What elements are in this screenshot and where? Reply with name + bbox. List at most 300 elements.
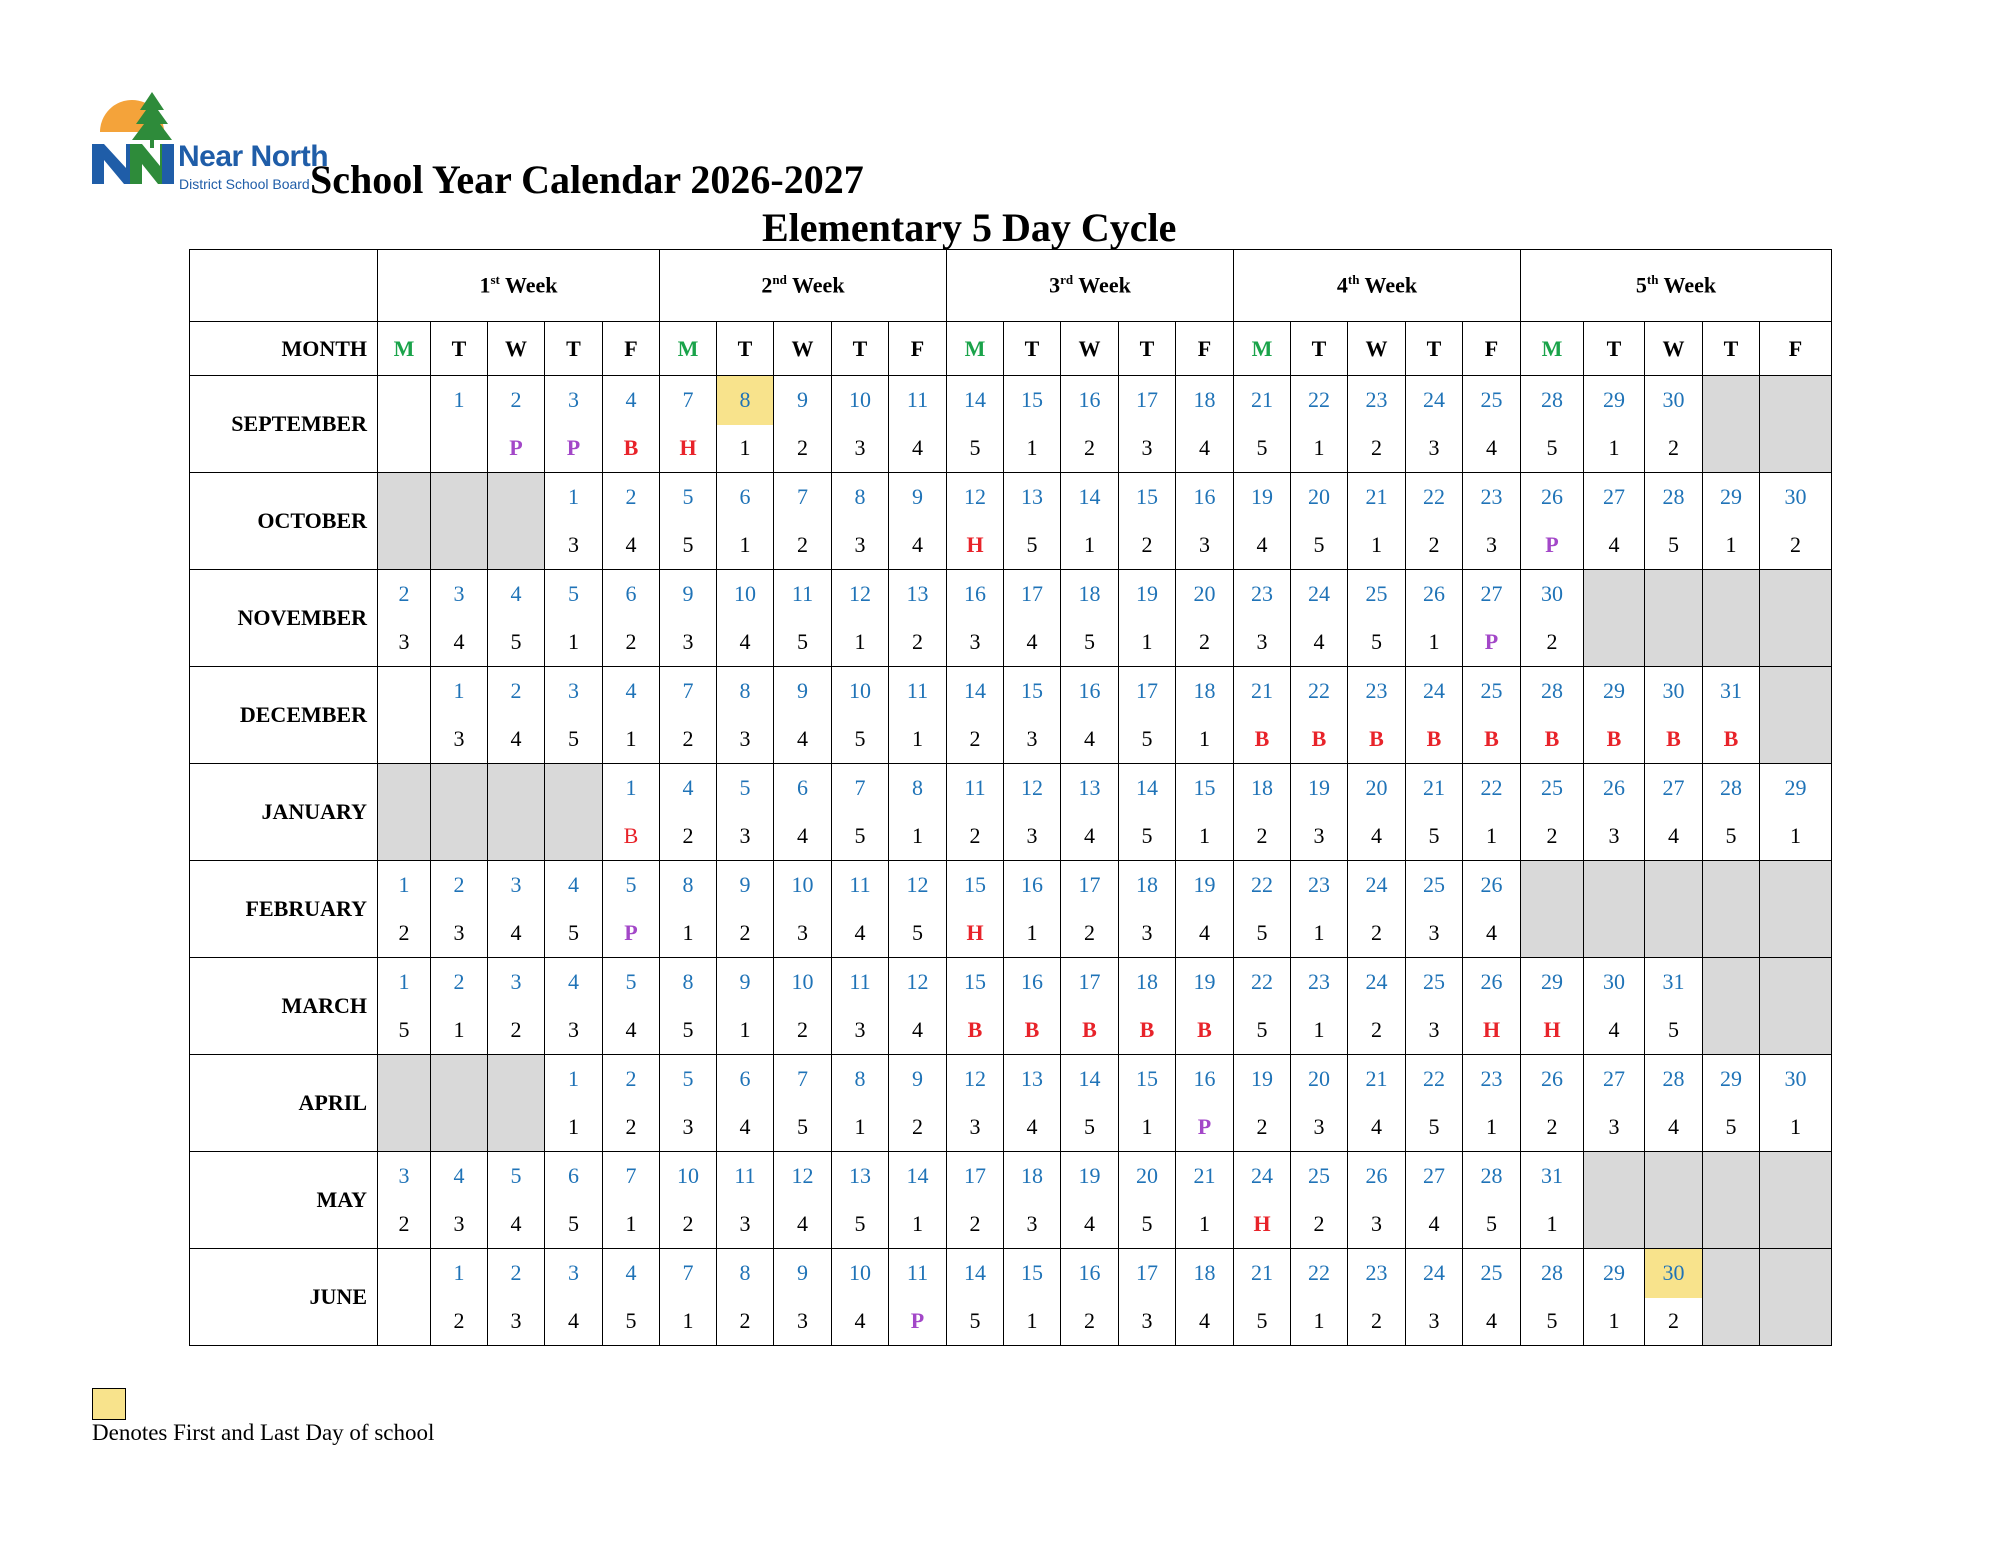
date-cell: 11 — [832, 861, 889, 910]
cycle-day-cell: 5 — [660, 522, 717, 570]
week-ordinal: rd — [1060, 272, 1074, 288]
day-header: F — [1176, 322, 1234, 376]
cycle-day-cell: 5 — [1703, 1104, 1760, 1152]
date-cell: 1 — [545, 473, 603, 522]
cycle-day-cell: 5 — [545, 716, 603, 764]
cycle-day-cell: 1 — [1406, 619, 1463, 667]
date-cell: 7 — [832, 764, 889, 813]
cycle-day-cell: 4 — [889, 425, 947, 473]
date-cell: 30 — [1521, 570, 1584, 619]
date-cell: 2 — [603, 473, 660, 522]
date-cell: 6 — [774, 764, 832, 813]
cycle-day-cell: 3 — [1584, 813, 1645, 861]
month-label: NOVEMBER — [190, 570, 378, 667]
day-code-cell: B — [1645, 716, 1703, 764]
cycle-day-cell: 4 — [1463, 425, 1521, 473]
date-cell: 23 — [1463, 473, 1521, 522]
date-cell: 15 — [1119, 1055, 1176, 1104]
date-cell: 22 — [1234, 958, 1291, 1007]
week-ordinal: th — [1347, 272, 1360, 288]
no-school-cell — [1760, 861, 1832, 958]
cycle-day-cell: 2 — [1291, 1201, 1348, 1249]
cycle-day-cell: 5 — [889, 910, 947, 958]
no-school-cell — [431, 473, 488, 570]
week-header-4 — [1234, 250, 1521, 322]
date-cell: 18 — [1176, 667, 1234, 716]
month-label: APRIL — [190, 1055, 378, 1152]
cycle-day-cell: 5 — [832, 813, 889, 861]
date-cell: 3 — [488, 861, 545, 910]
date-cell: 19 — [1291, 764, 1348, 813]
month-label: SEPTEMBER — [190, 376, 378, 473]
date-cell — [378, 1249, 431, 1298]
no-school-cell — [1645, 861, 1703, 958]
cycle-day-cell: 3 — [488, 1298, 545, 1346]
date-cell: 22 — [1406, 473, 1463, 522]
cycle-day-cell: 2 — [1061, 910, 1119, 958]
cycle-day-cell: 3 — [1119, 1298, 1176, 1346]
date-cell: 23 — [1348, 1249, 1406, 1298]
cycle-day-cell: 1 — [545, 1104, 603, 1152]
day-code-cell: B — [947, 1007, 1004, 1055]
date-cell: 7 — [660, 667, 717, 716]
day-header: M — [947, 322, 1004, 376]
month-label: JANUARY — [190, 764, 378, 861]
day-code-cell: P — [603, 910, 660, 958]
cycle-day-cell: 3 — [660, 619, 717, 667]
cycle-day-cell: 2 — [1760, 522, 1832, 570]
cycle-day-cell: 3 — [1291, 813, 1348, 861]
day-header: F — [603, 322, 660, 376]
cycle-day-cell: 5 — [947, 1298, 1004, 1346]
cycle-day-cell: 5 — [947, 425, 1004, 473]
no-school-cell — [1703, 570, 1760, 667]
cycle-day-cell: 2 — [1645, 425, 1703, 473]
date-cell: 18 — [1119, 861, 1176, 910]
date-cell: 25 — [1291, 1152, 1348, 1201]
date-cell: 14 — [947, 667, 1004, 716]
date-cell: 26 — [1463, 861, 1521, 910]
cycle-day-cell: 3 — [717, 716, 774, 764]
date-cell: 22 — [1463, 764, 1521, 813]
date-cell: 14 — [1119, 764, 1176, 813]
date-cell: 1 — [545, 1055, 603, 1104]
date-cell: 12 — [947, 473, 1004, 522]
date-cell: 4 — [545, 861, 603, 910]
date-cell: 20 — [1291, 1055, 1348, 1104]
day-code-cell: B — [603, 813, 660, 861]
date-cell: 17 — [1061, 861, 1119, 910]
week-header-1 — [378, 250, 660, 322]
date-cell: 12 — [774, 1152, 832, 1201]
cycle-day-cell: 4 — [774, 716, 832, 764]
cycle-day-cell: 5 — [1234, 1007, 1291, 1055]
date-cell: 23 — [1291, 861, 1348, 910]
date-cell: 8 — [717, 1249, 774, 1298]
cycle-day-cell: 2 — [1119, 522, 1176, 570]
no-school-cell — [1760, 376, 1832, 473]
cycle-day-cell: 2 — [660, 716, 717, 764]
date-cell: 26 — [1348, 1152, 1406, 1201]
date-cell: 8 — [889, 764, 947, 813]
no-school-cell — [1760, 667, 1832, 764]
date-cell: 25 — [1463, 1249, 1521, 1298]
day-header: T — [1406, 322, 1463, 376]
no-school-cell — [1760, 1152, 1832, 1249]
cycle-day-cell: 5 — [1234, 1298, 1291, 1346]
date-cell: 25 — [1406, 861, 1463, 910]
cycle-day-cell: 5 — [545, 1201, 603, 1249]
date-cell: 21 — [1406, 764, 1463, 813]
date-cell: 10 — [832, 376, 889, 425]
date-cell: 4 — [603, 667, 660, 716]
day-header: M — [1521, 322, 1584, 376]
cycle-day-cell: 4 — [1061, 813, 1119, 861]
date-cell: 5 — [660, 1055, 717, 1104]
date-cell: 30 — [1645, 667, 1703, 716]
day-header: W — [1061, 322, 1119, 376]
date-cell: 11 — [947, 764, 1004, 813]
cycle-day-cell: 2 — [660, 1201, 717, 1249]
date-cell: 13 — [1004, 473, 1061, 522]
date-cell: 15 — [1004, 1249, 1061, 1298]
day-header: T — [545, 322, 603, 376]
date-cell: 23 — [1348, 376, 1406, 425]
date-cell: 10 — [832, 667, 889, 716]
cycle-day-cell: 4 — [1463, 1298, 1521, 1346]
date-cell: 11 — [832, 958, 889, 1007]
date-cell: 18 — [1176, 376, 1234, 425]
date-cell: 10 — [774, 861, 832, 910]
week-header-5 — [1521, 250, 1832, 322]
cycle-day-cell: 4 — [603, 522, 660, 570]
week-number: 3 — [1049, 272, 1061, 298]
legend-text: Denotes First and Last Day of school — [92, 1420, 435, 1445]
week-label: Week — [792, 272, 845, 298]
date-cell: 1 — [431, 1249, 488, 1298]
day-code-cell: P — [545, 425, 603, 473]
no-school-cell — [1760, 570, 1832, 667]
date-cell: 1 — [378, 861, 431, 910]
cycle-day-cell: 4 — [889, 1007, 947, 1055]
cycle-day-cell: 1 — [889, 1201, 947, 1249]
cycle-day-cell: 2 — [488, 1007, 545, 1055]
day-code-cell: B — [1004, 1007, 1061, 1055]
day-header: F — [889, 322, 947, 376]
date-cell: 6 — [603, 570, 660, 619]
date-cell: 5 — [545, 570, 603, 619]
cycle-day-cell: 5 — [1521, 1298, 1584, 1346]
cycle-day-cell: 2 — [717, 1298, 774, 1346]
cycle-day-cell: 1 — [1760, 1104, 1832, 1152]
cycle-day-cell: 1 — [1291, 910, 1348, 958]
cycle-day-cell: 2 — [1061, 425, 1119, 473]
no-school-cell — [378, 1055, 431, 1152]
date-cell: 18 — [1004, 1152, 1061, 1201]
date-cell: 20 — [1119, 1152, 1176, 1201]
no-school-cell — [488, 473, 545, 570]
date-cell: 18 — [1234, 764, 1291, 813]
cycle-day-cell: 4 — [774, 1201, 832, 1249]
cycle-day-cell: 3 — [947, 619, 1004, 667]
day-code-cell — [378, 716, 431, 764]
cycle-day-cell: 1 — [1348, 522, 1406, 570]
date-cell: 29 — [1703, 473, 1760, 522]
cycle-day-cell: 4 — [1406, 1201, 1463, 1249]
date-cell: 9 — [774, 1249, 832, 1298]
cycle-day-cell: 1 — [832, 1104, 889, 1152]
day-code-cell — [431, 425, 488, 473]
date-cell: 18 — [1119, 958, 1176, 1007]
cycle-day-cell: 3 — [832, 1007, 889, 1055]
cycle-day-cell: 1 — [1584, 425, 1645, 473]
cycle-day-cell: 2 — [1348, 910, 1406, 958]
cycle-day-cell: 3 — [545, 1007, 603, 1055]
date-cell: 2 — [431, 958, 488, 1007]
cycle-day-cell: 2 — [1348, 1007, 1406, 1055]
cycle-day-cell: 3 — [1406, 1298, 1463, 1346]
month-label: MARCH — [190, 958, 378, 1055]
date-cell: 3 — [545, 376, 603, 425]
date-cell: 27 — [1645, 764, 1703, 813]
day-header: T — [431, 322, 488, 376]
cycle-day-cell: 1 — [1463, 813, 1521, 861]
date-cell: 4 — [603, 1249, 660, 1298]
cycle-day-cell: 2 — [717, 910, 774, 958]
day-code-cell: B — [603, 425, 660, 473]
date-cell: 7 — [660, 1249, 717, 1298]
cycle-day-cell: 2 — [603, 619, 660, 667]
day-code-cell: H — [1463, 1007, 1521, 1055]
cycle-day-cell: 4 — [1176, 425, 1234, 473]
cycle-day-cell: 5 — [1406, 813, 1463, 861]
cycle-day-cell: 1 — [1521, 1201, 1584, 1249]
cycle-day-cell: 5 — [603, 1298, 660, 1346]
week-label: Week — [1663, 272, 1717, 298]
date-cell: 27 — [1584, 473, 1645, 522]
date-cell: 7 — [774, 1055, 832, 1104]
day-code-cell: B — [1584, 716, 1645, 764]
date-cell: 29 — [1584, 376, 1645, 425]
cycle-day-cell: 3 — [1291, 1104, 1348, 1152]
date-cell: 15 — [1004, 376, 1061, 425]
day-code-cell: P — [488, 425, 545, 473]
week-label: Week — [504, 272, 558, 298]
date-cell: 29 — [1703, 1055, 1760, 1104]
cycle-day-cell: 2 — [660, 813, 717, 861]
cycle-day-cell: 5 — [1061, 619, 1119, 667]
date-cell: 15 — [1004, 667, 1061, 716]
cycle-day-cell: 3 — [431, 716, 488, 764]
month-label: OCTOBER — [190, 473, 378, 570]
cycle-day-cell: 3 — [431, 1201, 488, 1249]
week-header-blank — [190, 250, 378, 322]
date-cell: 1 — [431, 667, 488, 716]
date-cell: 13 — [1061, 764, 1119, 813]
date-cell: 31 — [1703, 667, 1760, 716]
no-school-cell — [488, 764, 545, 861]
cycle-day-cell: 4 — [1234, 522, 1291, 570]
no-school-cell — [378, 473, 431, 570]
no-school-cell — [1703, 958, 1760, 1055]
cycle-day-cell: 4 — [603, 1007, 660, 1055]
month-label: MAY — [190, 1152, 378, 1249]
day-code-cell: H — [947, 522, 1004, 570]
day-header: F — [1760, 322, 1832, 376]
cycle-day-cell: 2 — [1348, 1298, 1406, 1346]
date-cell: 2 — [603, 1055, 660, 1104]
calendar-table — [189, 249, 1832, 1346]
month-label: FEBRUARY — [190, 861, 378, 958]
week-ordinal: nd — [772, 272, 787, 288]
day-code-cell: B — [1291, 716, 1348, 764]
cycle-day-cell: 1 — [1004, 910, 1061, 958]
no-school-cell — [488, 1055, 545, 1152]
week-header-3 — [947, 250, 1234, 322]
date-cell: 19 — [1234, 473, 1291, 522]
day-code-cell: H — [1234, 1201, 1291, 1249]
date-cell: 21 — [1234, 667, 1291, 716]
week-number: 2 — [761, 272, 773, 298]
cycle-day-cell: 4 — [1348, 813, 1406, 861]
date-cell: 12 — [1004, 764, 1061, 813]
cycle-day-cell: 4 — [1463, 910, 1521, 958]
day-code-cell — [378, 425, 431, 473]
cycle-day-cell: 1 — [545, 619, 603, 667]
date-cell: 15 — [947, 958, 1004, 1007]
date-cell: 2 — [378, 570, 431, 619]
date-cell: 24 — [1348, 861, 1406, 910]
cycle-day-cell: 1 — [1119, 1104, 1176, 1152]
date-cell: 24 — [1348, 958, 1406, 1007]
date-cell: 6 — [545, 1152, 603, 1201]
cycle-day-cell: 5 — [1348, 619, 1406, 667]
date-cell: 12 — [947, 1055, 1004, 1104]
cycle-day-cell: 5 — [1521, 425, 1584, 473]
no-school-cell — [431, 764, 488, 861]
date-cell: 23 — [1463, 1055, 1521, 1104]
cycle-day-cell: 4 — [717, 619, 774, 667]
date-cell: 19 — [1061, 1152, 1119, 1201]
no-school-cell — [1584, 570, 1645, 667]
date-cell: 15 — [947, 861, 1004, 910]
cycle-day-cell: 2 — [774, 425, 832, 473]
no-school-cell — [378, 764, 431, 861]
cycle-day-cell: 5 — [660, 1007, 717, 1055]
date-cell: 19 — [1176, 861, 1234, 910]
cycle-day-cell: 3 — [1119, 910, 1176, 958]
cycle-day-cell: 2 — [947, 813, 1004, 861]
date-cell: 10 — [717, 570, 774, 619]
date-cell: 29 — [1584, 667, 1645, 716]
logo-subname: District School Board — [179, 176, 310, 192]
date-cell: 28 — [1521, 376, 1584, 425]
date-cell: 3 — [431, 570, 488, 619]
date-cell: 28 — [1703, 764, 1760, 813]
date-cell: 13 — [832, 1152, 889, 1201]
date-cell: 16 — [1061, 376, 1119, 425]
cycle-day-cell: 2 — [1521, 619, 1584, 667]
date-cell: 20 — [1348, 764, 1406, 813]
cycle-day-cell: 5 — [832, 1201, 889, 1249]
date-cell: 10 — [832, 1249, 889, 1298]
no-school-cell — [1703, 861, 1760, 958]
cycle-day-cell: 5 — [1061, 1104, 1119, 1152]
no-school-cell — [1584, 861, 1645, 958]
date-cell: 14 — [889, 1152, 947, 1201]
date-cell: 2 — [488, 1249, 545, 1298]
cycle-day-cell: 3 — [1406, 910, 1463, 958]
date-cell: 19 — [1119, 570, 1176, 619]
cycle-day-cell: 3 — [832, 522, 889, 570]
day-header: T — [717, 322, 774, 376]
cycle-day-cell: 2 — [774, 522, 832, 570]
cycle-day-cell: 1 — [1703, 522, 1760, 570]
cycle-day-cell: 1 — [889, 716, 947, 764]
cycle-day-cell: 2 — [1176, 619, 1234, 667]
date-cell: 26 — [1584, 764, 1645, 813]
date-cell: 8 — [717, 376, 774, 425]
day-header: T — [832, 322, 889, 376]
date-cell: 18 — [1061, 570, 1119, 619]
date-cell: 30 — [1584, 958, 1645, 1007]
cycle-day-cell: 1 — [717, 425, 774, 473]
date-cell: 19 — [1234, 1055, 1291, 1104]
date-cell: 11 — [889, 667, 947, 716]
cycle-day-cell: 2 — [603, 1104, 660, 1152]
cycle-day-cell: 2 — [1645, 1298, 1703, 1346]
cycle-day-cell: 1 — [431, 1007, 488, 1055]
day-header: W — [1348, 322, 1406, 376]
date-cell: 11 — [889, 1249, 947, 1298]
date-cell: 22 — [1406, 1055, 1463, 1104]
cycle-day-cell: 3 — [947, 1104, 1004, 1152]
date-cell: 16 — [1004, 861, 1061, 910]
cycle-day-cell: 3 — [1176, 522, 1234, 570]
date-cell: 31 — [1521, 1152, 1584, 1201]
cycle-day-cell: 5 — [1119, 1201, 1176, 1249]
cycle-day-cell: 1 — [832, 619, 889, 667]
day-header: T — [1703, 322, 1760, 376]
date-cell: 16 — [1061, 1249, 1119, 1298]
cycle-day-cell: 2 — [947, 716, 1004, 764]
cycle-day-cell: 2 — [774, 1007, 832, 1055]
day-header: W — [488, 322, 545, 376]
cycle-day-cell: 4 — [488, 1201, 545, 1249]
cycle-day-cell: 5 — [1234, 910, 1291, 958]
cycle-day-cell: 5 — [545, 910, 603, 958]
cycle-day-cell: 3 — [1004, 716, 1061, 764]
cycle-day-cell: 1 — [889, 813, 947, 861]
date-cell: 5 — [717, 764, 774, 813]
day-header: T — [1584, 322, 1645, 376]
date-cell: 28 — [1645, 473, 1703, 522]
cycle-day-cell: 3 — [1348, 1201, 1406, 1249]
cycle-day-cell: 5 — [378, 1007, 431, 1055]
cycle-day-cell: 1 — [717, 1007, 774, 1055]
cycle-day-cell: 5 — [1291, 522, 1348, 570]
week-header-2 — [660, 250, 947, 322]
date-cell: 11 — [717, 1152, 774, 1201]
date-cell: 26 — [1521, 1055, 1584, 1104]
cycle-day-cell: 1 — [1004, 425, 1061, 473]
date-cell: 3 — [545, 667, 603, 716]
date-cell: 8 — [832, 1055, 889, 1104]
date-cell: 23 — [1234, 570, 1291, 619]
no-school-cell — [1521, 861, 1584, 958]
date-cell: 12 — [832, 570, 889, 619]
day-header: T — [1004, 322, 1061, 376]
